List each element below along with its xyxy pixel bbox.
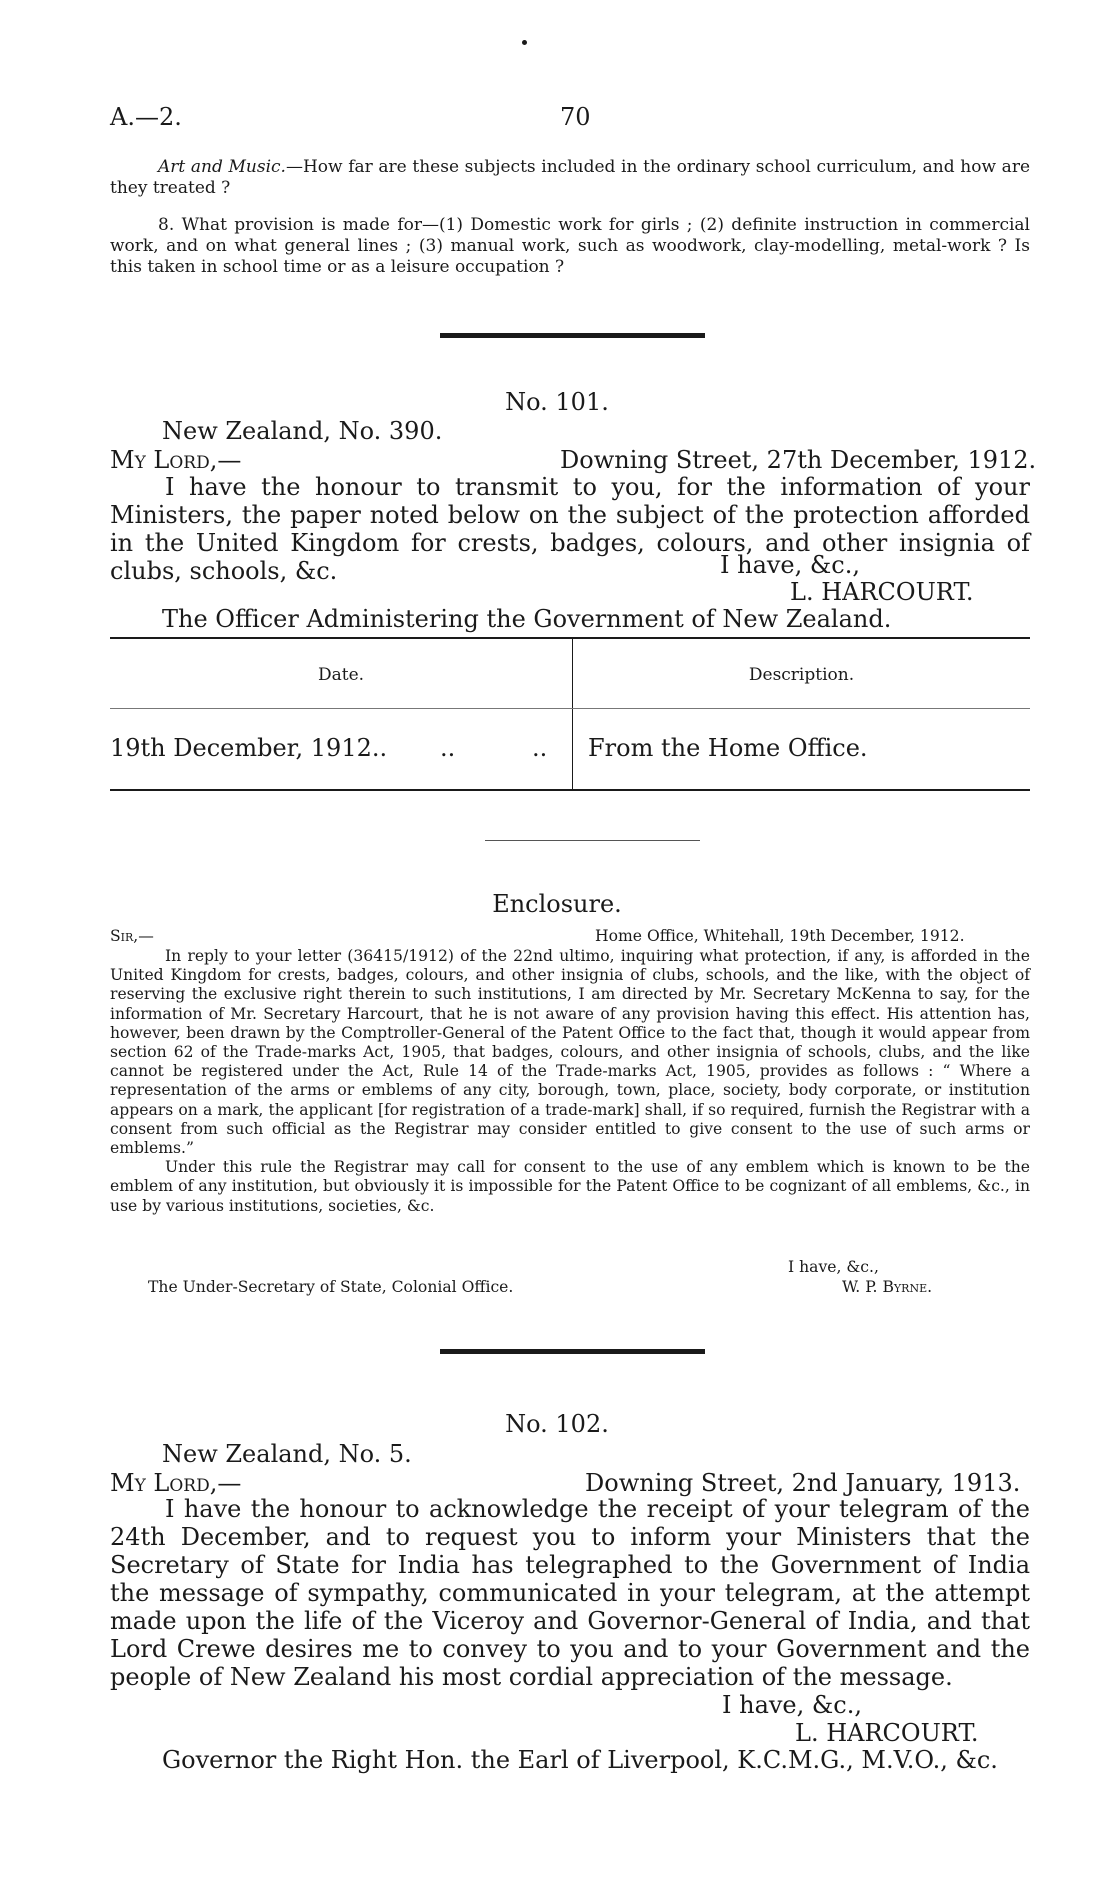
short-divider <box>485 840 700 841</box>
letter-101-body <box>110 473 1030 585</box>
section-divider-2 <box>440 1349 705 1354</box>
letter-102-ref: New Zealand, No. 5. <box>162 1440 412 1468</box>
table-column-rule <box>572 638 573 790</box>
art-music-label: Art and Music. <box>158 157 286 177</box>
letter-102-place-date: Downing Street, 2nd January, 1913. <box>585 1469 1021 1497</box>
enclosure-paragraph-1: In reply to your letter (36415/1912) of the 22nd ultimo, inquiring what protection, if any, is afforded in the United Kingdom for crests, badges, colours, and other insignia of clubs, schools, and the like, with the object of reserving the exclusive right therein to such institutions, I am directed by Mr. Secretary McKenna to say, for the information of Mr. Secretary Harcourt, that he is not aware of any provision having this effect. His attention has, however, been drawn by the Comptroller-General of the Patent Office to the fact that, though it would appear from section 62 of the Trade-marks Act, 1905, that badges, colours, and other insignia of schools, clubs, and the like cannot be registered under the Act, Rule 14 of the Trade-marks Act, 1905, provides as follows : “ Where a representation of the arms or emblems of any city, borough, town, place, society, body corporate, or institution appears on a mark, the applicant [for registration of a trade-mark] shall, if so required, furnish the Registrar with a consent from such official as the Registrar may consider entitled to give consent to the use of such arms or emblems.” <box>110 947 1030 1158</box>
table-top-rule <box>110 637 1030 639</box>
table-row-leader-1: .. <box>440 734 456 762</box>
enclosure-closing: I have, &c., <box>788 1258 879 1276</box>
letter-101-body-text: I have the honour to transmit to you, for the information of your Ministers, the paper noted below on the subject of the protection afforded in the United Kingdom for crests, badges, colours, and other insignia of clubs, schools, &c. <box>110 473 1030 585</box>
letter-102-signature: L. HARCOURT. <box>795 1719 979 1747</box>
letter-101-closing: I have, &c., <box>720 551 860 579</box>
section-divider <box>440 333 705 338</box>
letter-101-ref: New Zealand, No. 390. <box>162 417 443 445</box>
art-music-paragraph <box>110 157 1030 199</box>
table-header-description: Description. <box>748 665 855 685</box>
table-row-leader-2: .. <box>532 734 548 762</box>
art-music-text: —How far are these subjects included in the ordinary school curriculum, and how are they treated ? <box>110 157 1031 198</box>
letter-101-addressee: The Officer Administering the Government of New Zealand. <box>162 605 892 633</box>
table-header-rule <box>110 708 1030 709</box>
letter-102-body-text: I have the honour to acknowledge the receipt of your telegram of the 24th December, and to request you to inform your Ministers that the Secretary of State for India has telegraphed to the Government of India the message of sympathy, communicated in your telegram, at the attempt made upon the life of the Viceroy and Governor-General of India, and that Lord Crewe desires me to convey to you and to your Government and the people of New Zealand his most cordial appreciation of the message. <box>110 1495 1030 1691</box>
enclosure-paragraph-2: Under this rule the Registrar may call for consent to the use of any emblem which is known to be the emblem of any institution, but obviously it is impossible for the Patent Office to be cognizant of all emblems, &c., in use by various institutions, societies, &c. <box>110 1158 1030 1215</box>
document-reference: A.—2. <box>110 103 182 131</box>
table-row-date: 19th December, 1912.. <box>110 734 388 762</box>
letter-102-number: No. 102. <box>505 1410 609 1438</box>
letter-102-salutation: My Lord,— <box>110 1469 242 1497</box>
enclosure-salutation: Sir,— <box>110 927 154 945</box>
table-row-description: From the Home Office. <box>588 734 868 762</box>
letter-101-salutation: My Lord,— <box>110 446 242 474</box>
page-dot <box>522 40 527 45</box>
enclosure-title: Enclosure. <box>492 890 622 918</box>
page-number: 70 <box>560 103 591 131</box>
table-header-date: Date. <box>317 665 365 685</box>
letter-101-signature: L. HARCOURT. <box>790 578 974 606</box>
enclosure-body <box>110 947 1030 1216</box>
letter-102-closing: I have, &c., <box>722 1691 862 1719</box>
table-bottom-rule <box>110 789 1030 791</box>
letter-101-place-date: Downing Street, 27th December, 1912. <box>560 446 1037 474</box>
enclosure-place-date: Home Office, Whitehall, 19th December, 1912. <box>595 927 965 945</box>
enclosure-signature: W. P. Byrne. <box>842 1278 933 1296</box>
question-8-text: 8. What provision is made for—(1) Domestic work for girls ; (2) definite instruction in commercial work, and on what general lines ; (3) manual work, such as woodwork, clay-modelling, metal-work ? Is this taken in school time or as a leisure occupation ? <box>110 215 1030 277</box>
letter-102-body <box>110 1495 1030 1691</box>
enclosure-addressee: The Under-Secretary of State, Colonial Office. <box>148 1278 514 1296</box>
letter-102-addressee: Governor the Right Hon. the Earl of Liverpool, K.C.M.G., M.V.O., &c. <box>162 1746 998 1774</box>
question-8-paragraph <box>110 215 1030 278</box>
letter-101-number: No. 101. <box>505 388 609 416</box>
